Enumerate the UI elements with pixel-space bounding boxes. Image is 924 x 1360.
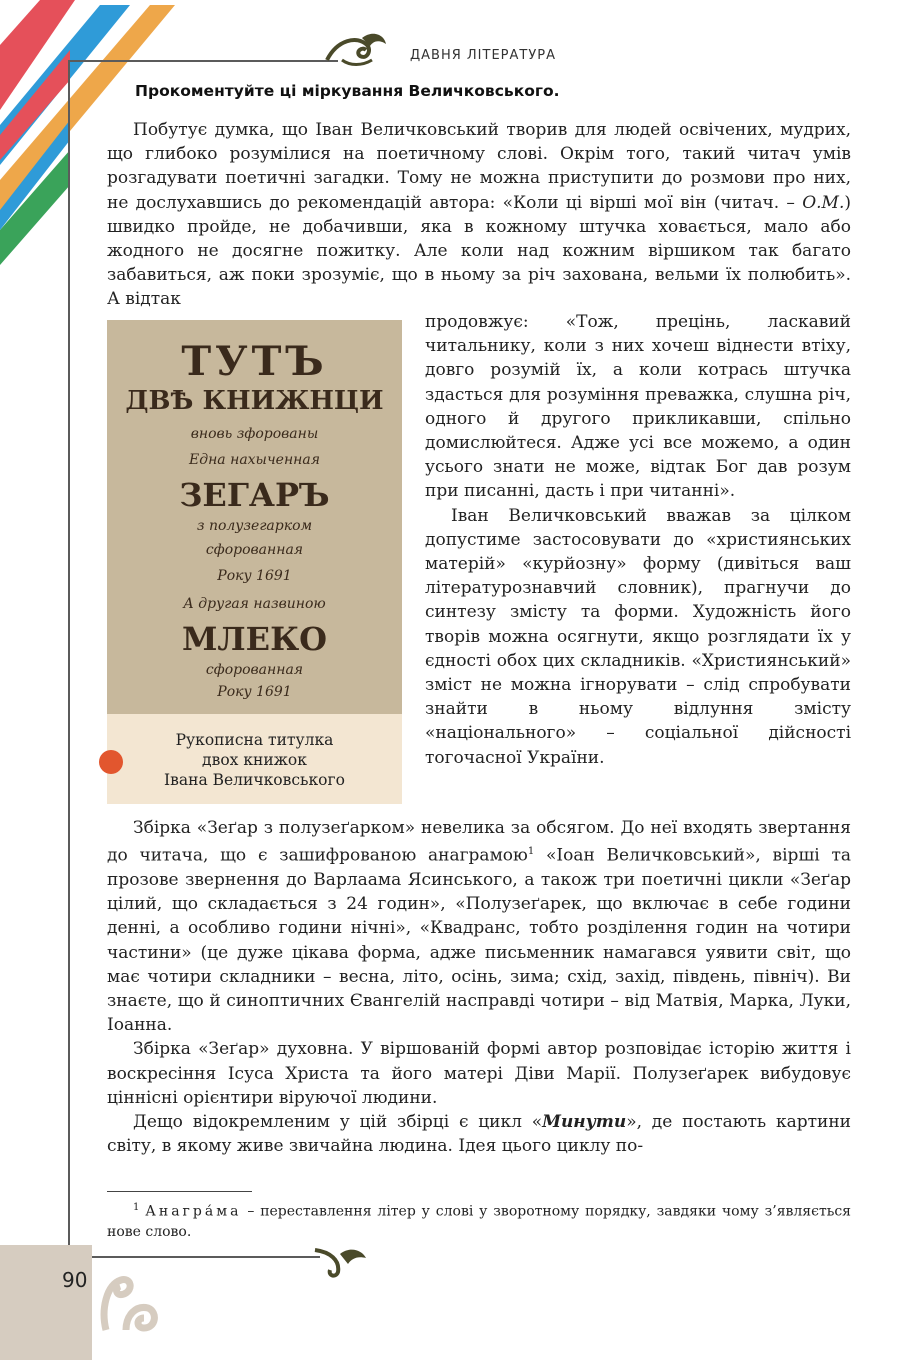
ornament-logo-icon bbox=[96, 1270, 166, 1340]
paragraph-text: », де постають картини світу, в якому живе звичайна людина. Ідея цього циклу по- bbox=[107, 1112, 852, 1157]
frame-line bbox=[68, 60, 338, 62]
paragraph-4: Збірка «Зеґар» духовна. У віршованій формі автор розповідає історію життя і воскресіння Ісуса Христа та його матері Діви Марії. Полузеґарек вибудовує ціннісні орієнтири віруючої людини. bbox=[107, 1039, 851, 1108]
paragraph-5 bbox=[107, 1110, 851, 1158]
paragraph-emphasis: О.М. bbox=[802, 192, 845, 213]
manuscript-line: сфорованная bbox=[205, 662, 304, 678]
paragraph-2: Іван Величковський вважав за цілком допустиме застосовувати до «християнських матерій» «курйозну» форму (дивіться ваш літературознавчий словник), прагнучи до синтезу змісту та форми. Художність його творів можна осягнути, якщо розглядати їх у єдності обох цих складників. «Християнський» зміст не можна ігнорувати – слід спробувати знайти в ньому відлуння змісту «національного» – соціальної дійсності тогочасної України. bbox=[425, 505, 851, 768]
caption-line: двох книжок bbox=[202, 751, 307, 769]
paragraph-3 bbox=[107, 816, 851, 1037]
ornament-icon bbox=[310, 1240, 370, 1280]
paragraph-text: «Іоан Величковський», вірші та прозове звернення до Варлаама Ясинського, а також три поетичні цикли «Зеґар цілий, що складається з 24 годин», «Полузеґарек, що включає в себе години денні, а особливо години нічні», «Квадранс, тобто розділення годин на чотири частини» (це дуже цікава форма, адже письменник намагався уявити світ, що має чотири складники – весна, літо, осінь, зима; схід, захід, південь, північ). Ви знаєте, що й синоптичних Євангелій насправді чотири – від Матвія, Марка, Луки, Іоанна. bbox=[107, 845, 851, 1036]
manuscript-line: А другая назвиною bbox=[183, 596, 326, 612]
manuscript-line: ЗЕГАРЪ bbox=[179, 476, 330, 514]
manuscript-line: Року 1691 bbox=[217, 684, 292, 700]
footnote bbox=[107, 1198, 851, 1242]
manuscript-line: Една нахыченная bbox=[188, 452, 321, 468]
caption-line: Івана Величковського bbox=[164, 771, 345, 789]
paragraph-text: Дещо відокремленим у цій збірці є цикл « bbox=[133, 1112, 543, 1133]
task-heading: Прокоментуйте ці міркування Величковського. bbox=[135, 82, 560, 100]
paragraph-emphasis: Минути bbox=[542, 1112, 627, 1133]
page-corner-box bbox=[0, 1245, 92, 1360]
figure-caption bbox=[107, 730, 402, 790]
footnote-ref: 1 bbox=[527, 846, 535, 858]
manuscript-line: вновь зфорованы bbox=[190, 426, 319, 442]
manuscript-image bbox=[107, 320, 402, 714]
lower-text bbox=[107, 816, 851, 1159]
footnote-term: Анагра́ма bbox=[145, 1203, 242, 1220]
manuscript-line: з полузегарком bbox=[196, 518, 313, 534]
frame-line bbox=[68, 1256, 320, 1258]
footnote-number: 1 bbox=[133, 1202, 140, 1213]
manuscript-line: Року 1691 bbox=[217, 568, 292, 584]
ornament-icon bbox=[322, 30, 392, 70]
manuscript-line: ТУТЪ bbox=[181, 338, 328, 385]
paragraph-1 bbox=[107, 118, 851, 312]
manuscript-figure bbox=[107, 320, 402, 804]
manuscript-line: сфорованная bbox=[205, 542, 304, 558]
paragraph-text: Побутує думка, що Іван Величковський творив для людей освічених, мудрих, що глибоко розумілися на поетичному слові. Окрім того, такий читач умів розгадувати поетичні загадки. Тому не можна приступити до розмови про них, не дослухавшись до рекомендацій автора: «Коли ці вірші мої він (читач. – bbox=[107, 120, 851, 213]
page-number: 90 bbox=[62, 1268, 88, 1292]
paragraph-text: Збірка «Зеґар з полузеґарком» невелика за обсягом. До неї входять звертання до читача, що є зашифрованою анаграмою bbox=[107, 818, 851, 866]
frame-line bbox=[68, 60, 70, 1258]
section-title: ДАВНЯ ЛІТЕРАТУРА bbox=[410, 48, 556, 63]
manuscript-line: ДВѢ КНИЖНЦИ bbox=[125, 386, 384, 416]
footnote-divider bbox=[107, 1191, 252, 1192]
manuscript-line: МЛЕКО bbox=[181, 620, 328, 658]
footnote-definition: – переставлення літер у слові у зворотному порядку, завдяки чому з’являється нове слово. bbox=[107, 1203, 852, 1240]
paragraph-text: ) швидко пройде, не добачивши, яка в кожному штучка ховається, мало або жодного не досягне пожитку. Але коли над кожним віршиком так багато забавиться, аж поки зрозуміє, що в ньому за річ захована, вельми їх полюбить». А відтак bbox=[107, 192, 851, 310]
side-column bbox=[425, 310, 851, 770]
caption-line: Рукописна титулка bbox=[175, 731, 334, 749]
paragraph-1-continued: продовжує: «Тож, прецінь, ласкавий читальнику, коли з них хочеш віднести втіху, довго розумій їх, а коли котрась штучка здасться для розуміння преважка, слушна річ, одного й другого прикликавши, спільно домислюйтеся. Адже усі все можемо, а один усього знати не може, відтак Бог дав розум при писанні, дасть і при читанні». bbox=[425, 312, 851, 502]
